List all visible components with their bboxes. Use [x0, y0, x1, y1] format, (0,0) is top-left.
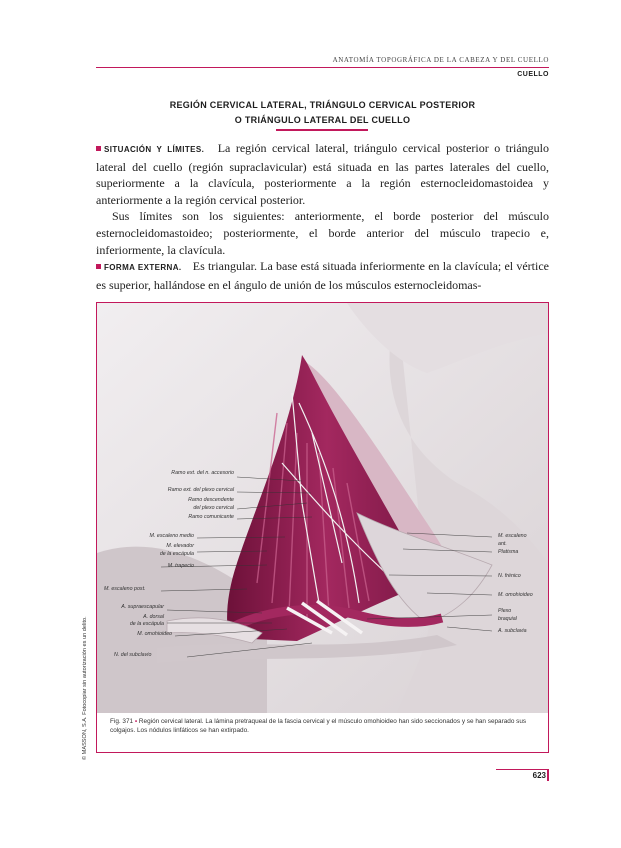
figure-label-de-la-escapula: de la escápula [159, 551, 194, 557]
figure-label-ramo-ext-plexo: Ramo ext. del plexo cervical [167, 487, 234, 493]
caption-dot: ▪ [134, 718, 138, 725]
figure-label-ramo-descendente: Ramo descendente [188, 497, 234, 503]
bullet-marker [96, 146, 101, 151]
figure-label-subclavio: N. del subclavio [114, 652, 152, 658]
chapter-title-line1: REGIÓN CERVICAL LATERAL, TRIÁNGULO CERVICAL POSTERIOR [169, 100, 476, 110]
caption-number: Fig. 371 [110, 718, 134, 725]
figure-label-trapecio: M. trapecio [167, 563, 194, 569]
figure-label-ramo-ext-accesorio: Ramo ext. del n. accesorio [171, 470, 234, 476]
figure-label-elevador: M. elevador [166, 543, 194, 549]
figure-label-escaleno-post: M. escaleno post. [104, 586, 146, 592]
figure-label-frenico: N. frénico [498, 573, 521, 579]
copyright-notice: © MASSON, S.A. Fotocopiar sin autorización es un delito. [82, 616, 88, 760]
header-rule [96, 67, 549, 68]
page-number: 623 [532, 771, 546, 780]
paragraph-situacion [96, 140, 549, 208]
figure-label-supraescapular: A. supraescapular [121, 604, 164, 610]
body-text [96, 140, 549, 293]
paragraph-forma [96, 258, 549, 293]
figure-label-braquial: braquial [498, 616, 517, 622]
title-underline [276, 129, 368, 131]
figure-label-plexo: Plexo [498, 608, 512, 614]
figure-label-platisma: Platisma [498, 549, 519, 555]
paragraph-lead: SITUACIÓN Y LÍMITES. [104, 145, 205, 154]
figure-label-omohioideo-left: M. omohioideo [137, 631, 172, 637]
paragraph-limites [96, 208, 549, 258]
figure-label-escaleno-medio: M. escaleno medio [149, 533, 194, 539]
figure-label-escaleno-ant: M. escaleno [498, 533, 527, 539]
chapter-title-line2: O TRIÁNGULO LATERAL DEL CUELLO [234, 115, 411, 125]
paragraph-text: Sus límites son los siguientes: anteriormente, el borde posterior del músculo esternocleidomastoideo; posteriormente, el borde anterior del músculo trapecio e, inferiormente, la clavícula. [96, 209, 549, 257]
figure-label-ramo-comunicante: Ramo comunicante [188, 514, 234, 520]
section-tag: CUELLO [517, 71, 549, 78]
figure-label-omohioideo-right: M. omohioideo [498, 592, 533, 598]
figure-label-del-plexo-cervical: del plexo cervical [193, 505, 234, 511]
running-head: ANATOMÍA TOPOGRÁFICA DE LA CABEZA Y DEL CUELLO [332, 56, 549, 64]
figure-label-de-la-escapula-2: de la escápula [129, 621, 164, 627]
figure-label-ant: ant. [498, 541, 507, 547]
caption-text: Región cervical lateral. La lámina pretraqueal de la fascia cervical y el músculo omohioideo han sido seccionados y se han separado sus colgajos. Los nódulos linfáticos se han extirpado. [110, 718, 527, 734]
figure-caption [110, 717, 530, 735]
bullet-marker [96, 264, 101, 269]
footer-rule [496, 769, 549, 770]
paragraph-text: La región cervical lateral, triángulo cervical posterior o triángulo lateral del cuello (región supraclavicular) está situada en las partes laterales del cuello, superiormente a la clavícula, posteriormente a la región esternocleidomastoidea y anteriormente a la región cervical posterior. [96, 141, 550, 207]
paragraph-text: Es triangular. La base está situada inferiormente en la clavícula; el vértice es superior, hallándose en el ángulo de unión de los músculos esternocleidomas- [96, 259, 549, 292]
page-number-bar [547, 770, 549, 781]
figure-label-a-dorsal: A. dorsal [143, 614, 164, 620]
paragraph-lead: FORMA EXTERNA. [104, 263, 182, 273]
figure-label-subclavia: A. subclavia [498, 628, 527, 634]
